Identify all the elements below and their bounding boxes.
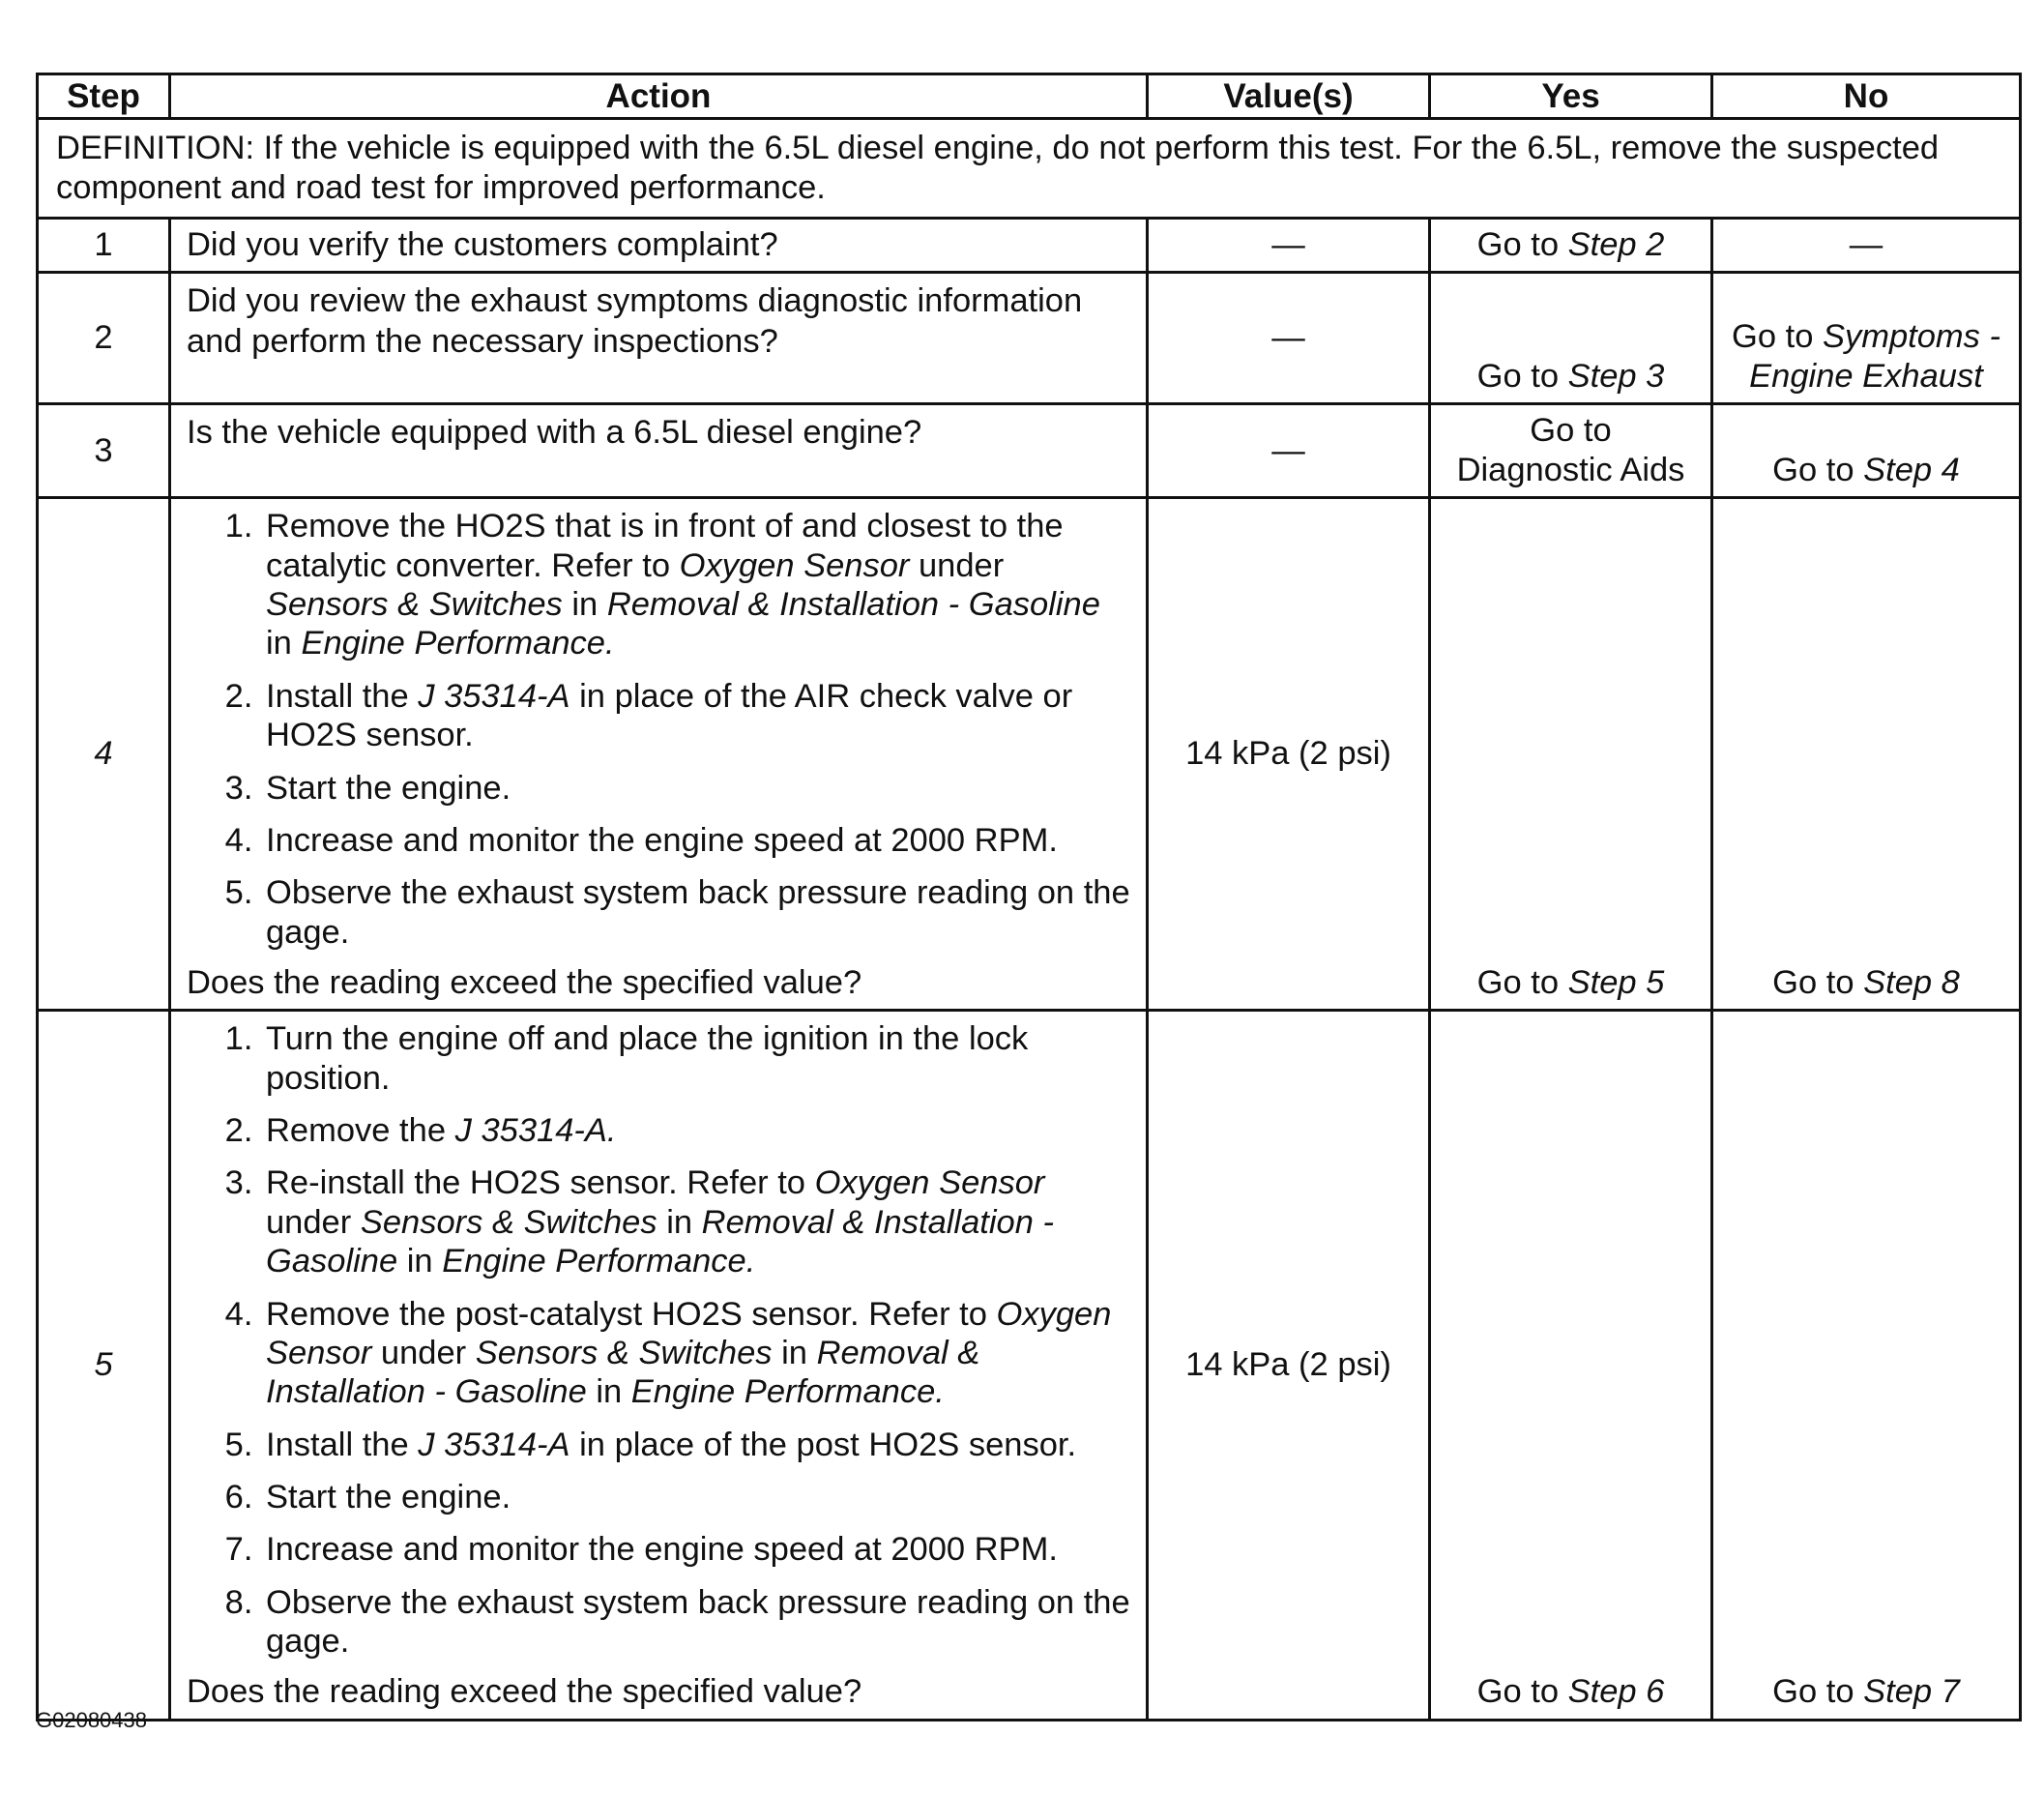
table-row-step-2 xyxy=(38,273,2021,404)
header-values: Value(s) xyxy=(1148,74,1430,119)
no-ref: Step 8 xyxy=(1863,963,1960,1001)
header-step: Step xyxy=(38,74,170,119)
list-item: 1. Remove the HO2S that is in front of and closest to the catalytic converter. Refer to Oxygen Sensor under Sensors & Switches in Removal & Installation - Gasoline in Engine Performance. xyxy=(262,507,1130,662)
step-list xyxy=(187,507,1130,952)
value-cell: 14 kPa (2 psi) xyxy=(1148,1011,1430,1720)
list-item: 1. Turn the engine off and place the ignition in the lock position. xyxy=(262,1019,1130,1098)
question-text: Does the reading exceed the specified value? xyxy=(187,1673,862,1711)
action-text: Did you review the exhaust symptoms diagnostic information and perform the necessary inspections? xyxy=(170,273,1148,404)
action-cell xyxy=(170,498,1148,1011)
action-text: Did you verify the customers complaint? xyxy=(170,219,1148,273)
value-cell: — xyxy=(1148,219,1430,273)
no-ref: Step 7 xyxy=(1863,1673,1960,1711)
step-number: 5 xyxy=(38,1011,170,1720)
list-item: 2. Remove the J 35314-A. xyxy=(262,1111,1130,1150)
yes-cell xyxy=(1430,1011,1712,1720)
list-item: 2. Install the J 35314-A in place of the AIR check valve or HO2S sensor. xyxy=(262,677,1130,755)
yes-ref: Step 6 xyxy=(1567,1673,1665,1711)
step-number: 1 xyxy=(38,219,170,273)
header-action: Action xyxy=(170,74,1148,119)
table-row-step-3 xyxy=(38,404,2021,498)
list-item: 3. Re-install the HO2S sensor. Refer to Oxygen Sensor under Sensors & Switches in Removal & Installation - Gasoline in Engine Performance. xyxy=(262,1163,1130,1280)
yes-prefix: Go to xyxy=(1476,226,1568,263)
value-cell: — xyxy=(1148,404,1430,498)
step-number: 3 xyxy=(38,404,170,498)
step-number: 4 xyxy=(38,498,170,1011)
no-prefix: Go to xyxy=(1772,1673,1864,1711)
header-yes: Yes xyxy=(1430,74,1712,119)
table-row-step-5 xyxy=(38,1011,2021,1720)
yes-prefix: Go to xyxy=(1476,1673,1568,1711)
yes-ref: Step 2 xyxy=(1567,226,1665,263)
yes-cell xyxy=(1430,273,1712,404)
no-cell xyxy=(1712,498,2021,1011)
yes-prefix: Go to xyxy=(1476,358,1568,395)
step-list xyxy=(187,1019,1130,1661)
question-text: Does the reading exceed the specified value? xyxy=(187,963,862,1001)
no-cell xyxy=(1712,273,2021,404)
list-item: 6. Start the engine. xyxy=(262,1478,1130,1516)
list-item: 4. Remove the post-catalyst HO2S sensor. Refer to Oxygen Sensor under Sensors & Switches in Removal & Installation - Gasoline in Engine Performance. xyxy=(262,1295,1130,1412)
figure-id: G02080438 xyxy=(36,1708,147,1732)
yes-ref: Step 5 xyxy=(1567,963,1665,1001)
value-cell: — xyxy=(1148,273,1430,404)
step-number: 2 xyxy=(38,273,170,404)
list-item: 5. Install the J 35314-A in place of the post HO2S sensor. xyxy=(262,1426,1130,1464)
no-ref: Symptoms - Engine Exhaust xyxy=(1749,317,2000,395)
table-row-step-4 xyxy=(38,498,2021,1011)
list-item: 3. Start the engine. xyxy=(262,769,1130,808)
no-prefix: Go to xyxy=(1772,963,1864,1001)
no-prefix: Go to xyxy=(1772,452,1864,488)
yes-cell: Go to Diagnostic Aids xyxy=(1430,404,1712,498)
yes-cell xyxy=(1430,498,1712,1011)
header-no: No xyxy=(1712,74,2021,119)
list-item: 4. Increase and monitor the engine speed at 2000 RPM. xyxy=(262,821,1130,860)
list-item: 8. Observe the exhaust system back pressure reading on the gage. xyxy=(262,1583,1130,1662)
header-row xyxy=(38,74,2021,119)
yes-ref: Step 3 xyxy=(1567,358,1665,395)
action-text: Is the vehicle equipped with a 6.5L diesel engine? xyxy=(170,404,1148,498)
definition-row xyxy=(38,119,2021,219)
no-cell xyxy=(1712,1011,2021,1720)
yes-prefix: Go to xyxy=(1476,963,1568,1001)
list-item: 5. Observe the exhaust system back pressure reading on the gage. xyxy=(262,873,1130,952)
no-ref: Step 4 xyxy=(1863,452,1960,488)
yes-cell xyxy=(1430,219,1712,273)
table-row-step-1 xyxy=(38,219,2021,273)
action-cell xyxy=(170,1011,1148,1720)
no-cell: — xyxy=(1712,219,2021,273)
definition-text: DEFINITION: If the vehicle is equipped with the 6.5L diesel engine, do not perform this test. For the 6.5L, remove the suspected component and road test for improved performance. xyxy=(38,119,2021,219)
value-cell: 14 kPa (2 psi) xyxy=(1148,498,1430,1011)
list-item: 7. Increase and monitor the engine speed at 2000 RPM. xyxy=(262,1530,1130,1569)
diagnostic-table xyxy=(36,73,2022,1721)
no-prefix: Go to xyxy=(1732,317,1823,355)
no-cell xyxy=(1712,404,2021,498)
